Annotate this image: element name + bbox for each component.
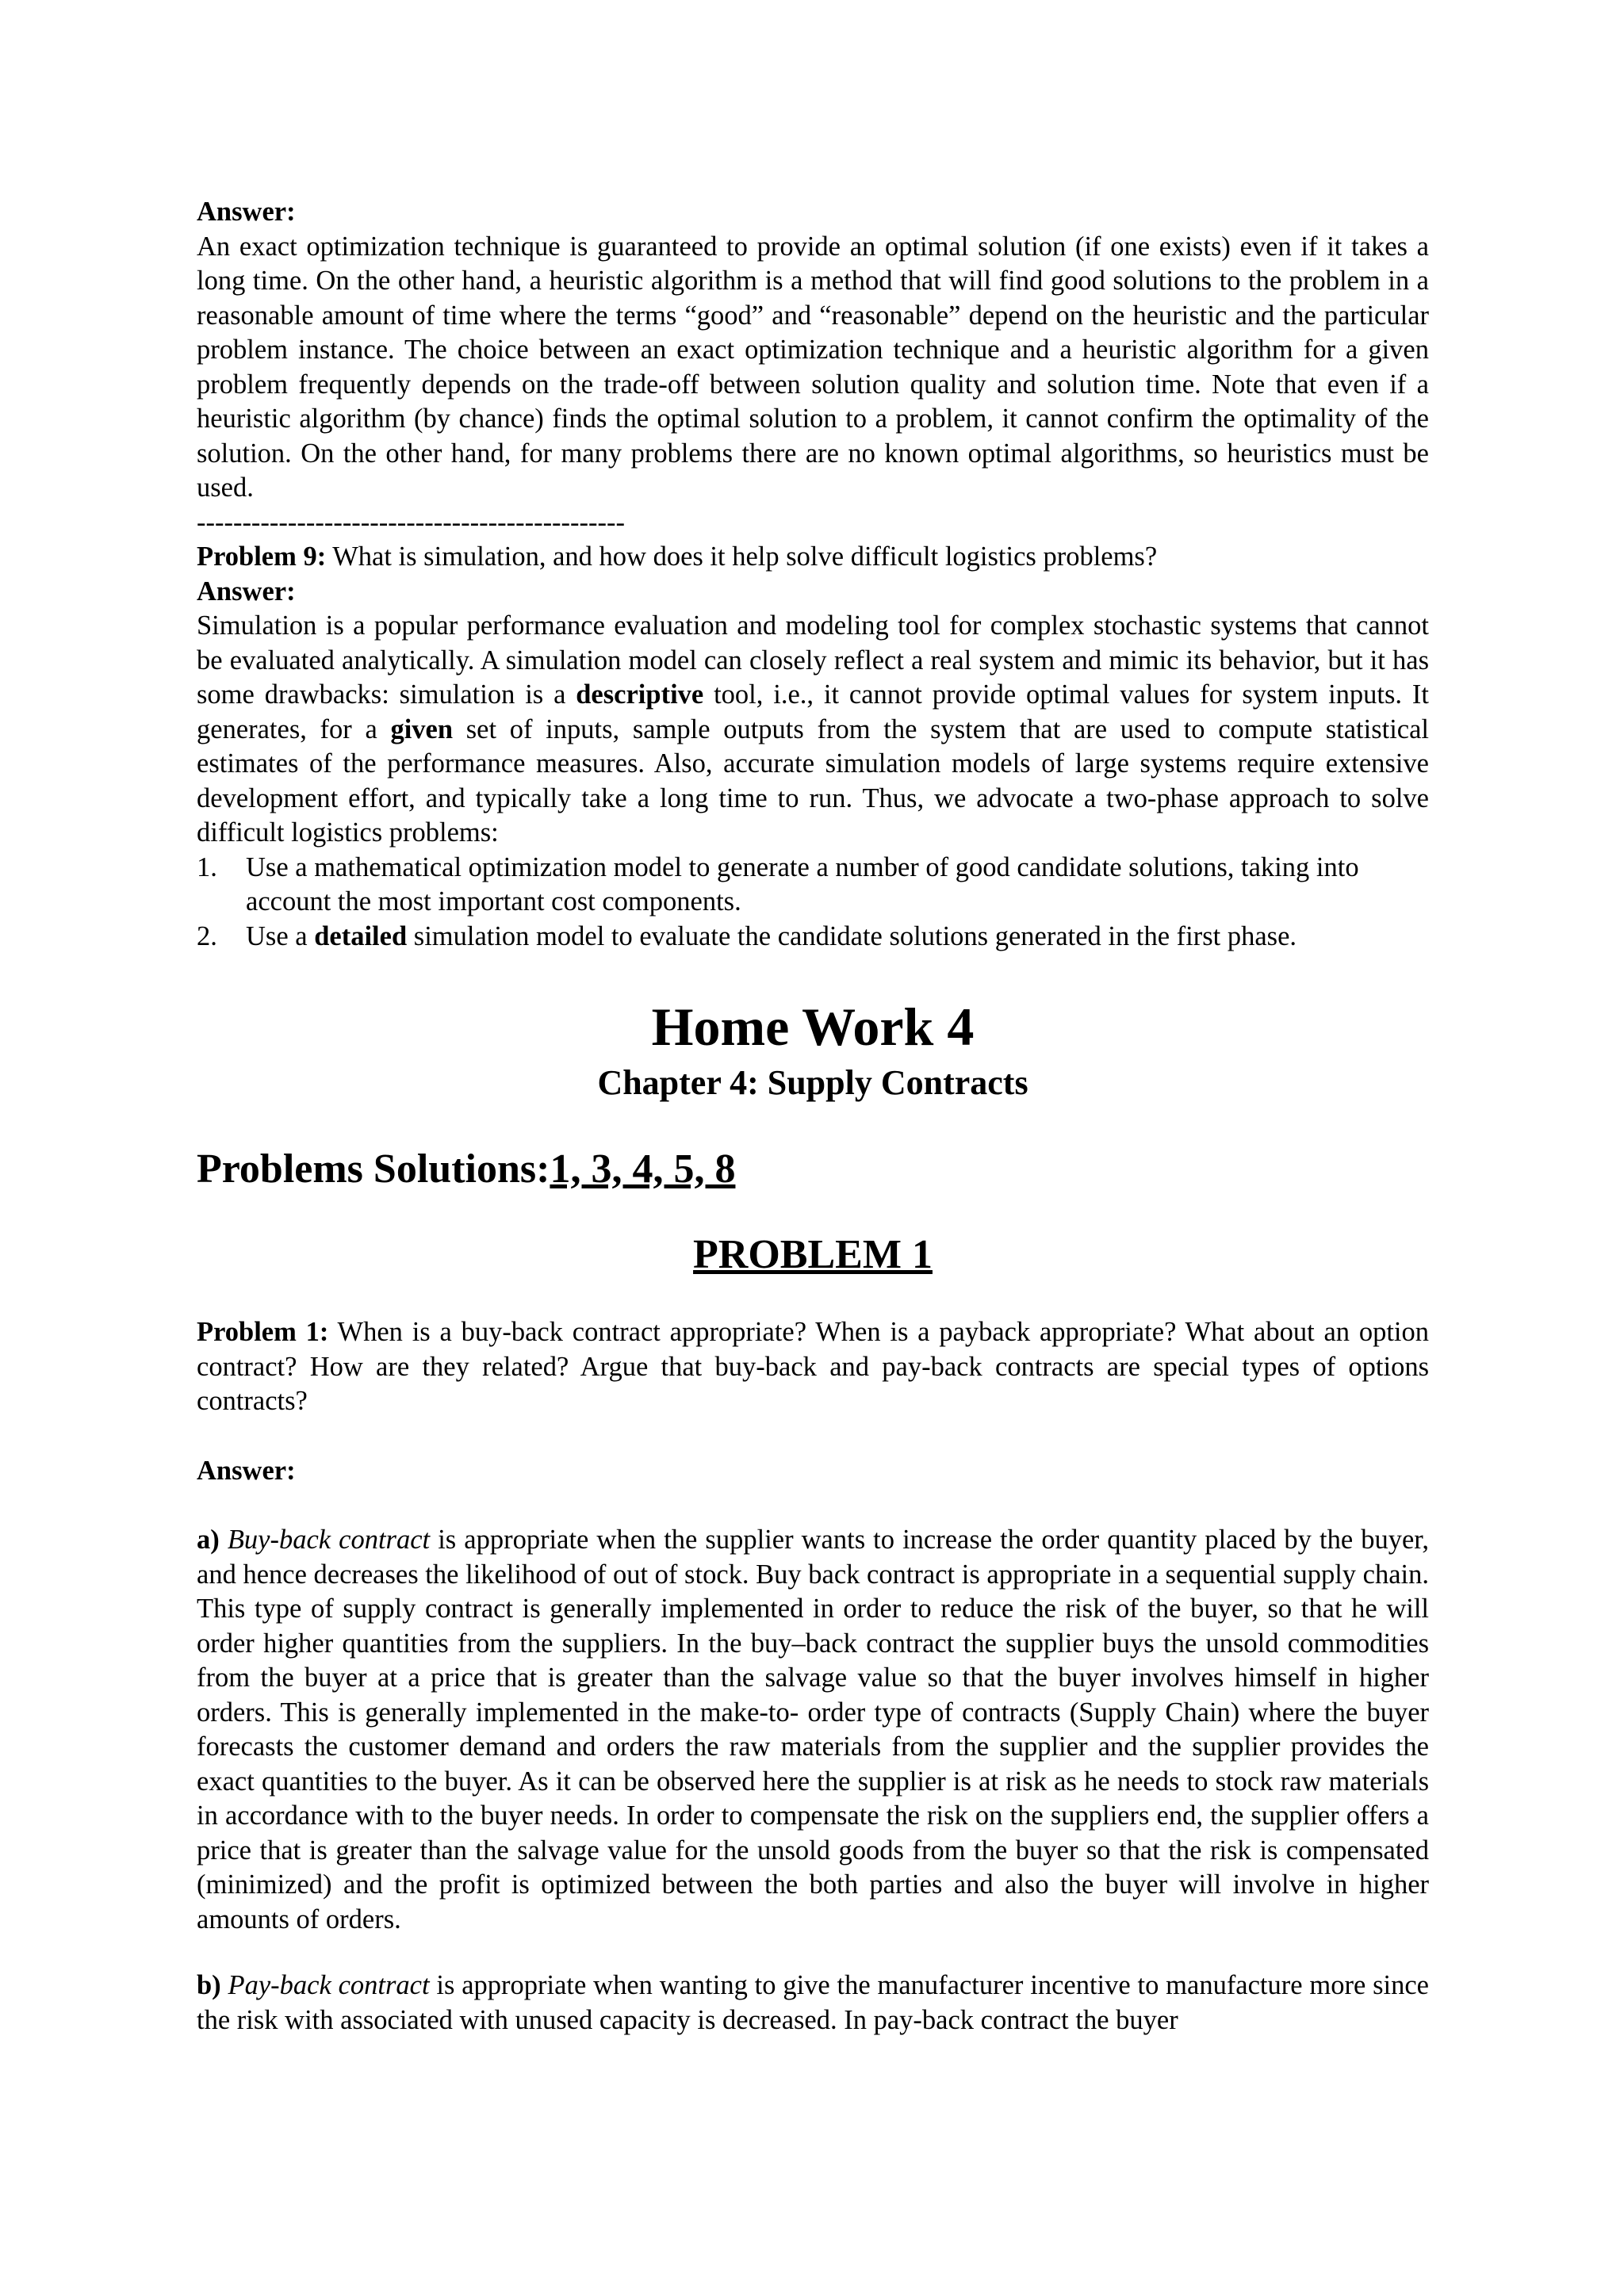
answer-text-part: set of inputs, sample outputs from the system that are used to compute statistical estimates of the performance measures. Also, accurate simulation models of large systems require extensive development effort, and typically take a long time to run. Thus, we advocate a two-phase approach to solve difficult logistics problems: xyxy=(197,714,1430,848)
problem-9-question-text: What is simulation, and how does it help solve difficult logistics problems? xyxy=(326,541,1158,572)
spacer xyxy=(197,1419,1429,1454)
answer-label: Answer: xyxy=(197,197,296,227)
part-b-label: b) xyxy=(197,1970,221,2000)
answer-bold-term: descriptive xyxy=(576,679,704,710)
problem-9-label: Problem 9: xyxy=(197,541,327,572)
list-item-bold-term: detailed xyxy=(314,920,408,951)
chapter-subtitle: Chapter 4: Supply Contracts xyxy=(597,1063,1028,1102)
document-page xyxy=(197,195,1429,2038)
list-item-number: 2. xyxy=(197,920,217,951)
list-item xyxy=(197,851,1429,920)
problem-1-question-text: When is a buy-back contract appropriate? When is a payback appropriate? What about an option contract? How are they related? Argue that buy-back and pay-back contracts are special types of options contracts? xyxy=(197,1317,1430,1416)
list-item-text: Use a mathematical optimization model to generate a number of good candidate solutions, taking into account the most important cost components. xyxy=(246,851,1359,916)
part-a-term: Buy-back contract xyxy=(227,1525,431,1555)
problems-solutions-heading xyxy=(197,1144,1429,1195)
part-b-text: is appropriate when wanting to give the manufacturer incentive to manufacture more since the risk with associated with unused capacity is decreased. In pay-back contract the buyer xyxy=(197,1970,1429,2035)
list-item-text-post: simulation model to evaluate the candidate solutions generated in the first phase. xyxy=(407,920,1297,951)
two-phase-steps-list xyxy=(197,851,1429,955)
problem-1-heading: PROBLEM 1 xyxy=(693,1232,933,1277)
section-divider: ----------------------------------------------- xyxy=(197,507,625,538)
spacer xyxy=(197,1488,1429,1523)
list-item-number: 1. xyxy=(197,851,217,882)
problem-1-label: Problem 1: xyxy=(197,1317,329,1347)
part-b-term: Pay-back contract xyxy=(228,1970,430,2000)
problem-9-answer-text xyxy=(197,609,1429,851)
problem-1-answer-label: Answer: xyxy=(197,1455,296,1486)
list-item-text-pre: Use a xyxy=(246,920,315,951)
spacer xyxy=(197,1280,1429,1315)
part-a-label: a) xyxy=(197,1525,220,1555)
problems-solutions-numbers: 1, 3, 4, 5, 8 xyxy=(550,1146,736,1192)
answer-text: An exact optimization technique is guaranteed to provide an optimal solution (if one exists) even if it takes a long time. On the other hand, a heuristic algorithm is a method that will find good solutions to the problem in a reasonable amount of time where the terms “good” and “reasonable” depend on the heuristic and the particular problem instance. The choice between an exact optimization technique and a heuristic algorithm for a given problem frequently depends on the trade-off between solution quality and solution time. Note that even if a heuristic algorithm (by chance) finds the optimal solution to a problem, it cannot confirm the optimality of the solution. On the other hand, for many problems there are no known optimal algorithms, so heuristics must be used. xyxy=(197,231,1429,503)
answer-text-part: tool, i.e., it cannot provide optimal values for system inputs. It generates, for a xyxy=(197,679,1429,744)
problem-1-question xyxy=(197,1315,1429,1419)
homework-title: Home Work 4 xyxy=(651,997,975,1057)
list-item xyxy=(197,920,1429,955)
problem-9-question xyxy=(197,540,1429,575)
problems-solutions-label: Problems Solutions: xyxy=(197,1146,550,1192)
spacer xyxy=(197,1937,1429,1969)
part-b-paragraph xyxy=(197,1969,1429,2038)
part-a-text: is appropriate when the supplier wants to increase the order quantity placed by the buyer, and hence decreases the likelihood of out of stock. Buy back contract is appropriate in a sequential supply chain. This type of supply contract is generally implemented in order to reduce the risk of the buyer, so that he will order higher quantities from the suppliers. In the buy–back contract the supplier buys the unsold commodities from the buyer at a price that is greater than the salvage value so that the buyer involves himself in higher orders. This is generally implemented in the make-to- order type of contracts (Supply Chain) where the buyer forecasts the customer demand and orders the raw materials from the supplier and the supplier provides the exact quantities to the buyer. As it can be observed here the supplier is at risk as he needs to stock raw materials in accordance with to the buyer needs. In order to compensate the risk on the suppliers end, the supplier offers a price that is greater than the salvage value for the unsold goods from the buyer so that the risk is compensated (minimized) and the profit is optimized between the both parties and also the buyer will involve in higher amounts of orders. xyxy=(197,1525,1430,1934)
part-a-paragraph xyxy=(197,1523,1429,1937)
answer-bold-term: given xyxy=(390,714,454,744)
answer-text-part: Simulation is a popular performance evaluation and modeling tool for complex stochastic systems that cannot be evaluated analytically. A simulation model can closely reflect a real system and mimic its behavior, but it has some drawbacks: simulation is a xyxy=(197,610,1429,710)
problem-9-answer-label: Answer: xyxy=(197,576,296,607)
